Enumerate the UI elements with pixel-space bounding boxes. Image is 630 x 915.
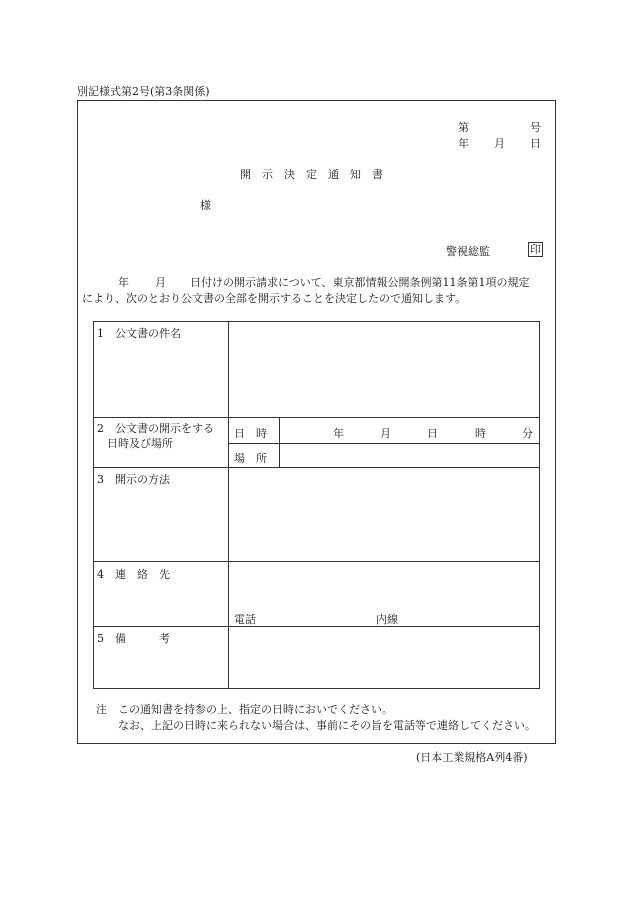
dt-hour: 時 bbox=[475, 427, 486, 440]
phone-label: 電話 bbox=[234, 613, 256, 626]
dt-year: 年 bbox=[333, 427, 344, 440]
number-prefix: 第 bbox=[458, 121, 469, 134]
place-label: 場 所 bbox=[234, 452, 267, 465]
date-year: 年 bbox=[458, 137, 469, 150]
row1-label: 1 公文書の件名 bbox=[97, 327, 181, 340]
dt-day: 日 bbox=[427, 427, 438, 440]
body-month: 月 bbox=[155, 276, 166, 289]
body-line1: 日付けの開示請求について、東京都情報公開条例第11条第1項の規定 bbox=[190, 276, 530, 289]
dt-minute: 分 bbox=[522, 427, 533, 440]
body-year: 年 bbox=[118, 276, 129, 289]
row2-label-line2: 日時及び場所 bbox=[107, 437, 173, 450]
row5-label: 5 備 考 bbox=[97, 632, 170, 645]
footer-standard: (日本工業規格A列4番) bbox=[416, 751, 528, 764]
date-day: 日 bbox=[530, 137, 541, 150]
extension-label: 内線 bbox=[376, 613, 398, 626]
row2-label-line1: 2 公文書の開示をする bbox=[97, 422, 214, 435]
datetime-label: 日 時 bbox=[234, 427, 267, 440]
recipient-suffix: 様 bbox=[200, 199, 211, 212]
issuer-name: 警視総監 bbox=[446, 245, 490, 258]
form-label: 別記様式第2号(第3条関係) bbox=[77, 85, 210, 98]
dt-month: 月 bbox=[380, 427, 391, 440]
body-line2: により、次のとおり公文書の全部を開示することを決定したので通知します。 bbox=[82, 292, 467, 305]
row4-label: 4 連 絡 先 bbox=[97, 568, 170, 581]
note-prefix: 注 bbox=[96, 703, 107, 716]
date-month: 月 bbox=[494, 137, 505, 150]
seal-mark: 印 bbox=[530, 243, 541, 256]
document-title: 開 示 決 定 通 知 書 bbox=[240, 168, 383, 181]
note-line2: なお、上記の日時に来られない場合は、事前にその旨を電話等で連絡してください。 bbox=[118, 719, 536, 732]
note-line1: この通知書を持参の上、指定の日時においでください。 bbox=[118, 703, 393, 716]
row3-label: 3 開示の方法 bbox=[97, 473, 170, 486]
number-suffix: 号 bbox=[530, 121, 541, 134]
